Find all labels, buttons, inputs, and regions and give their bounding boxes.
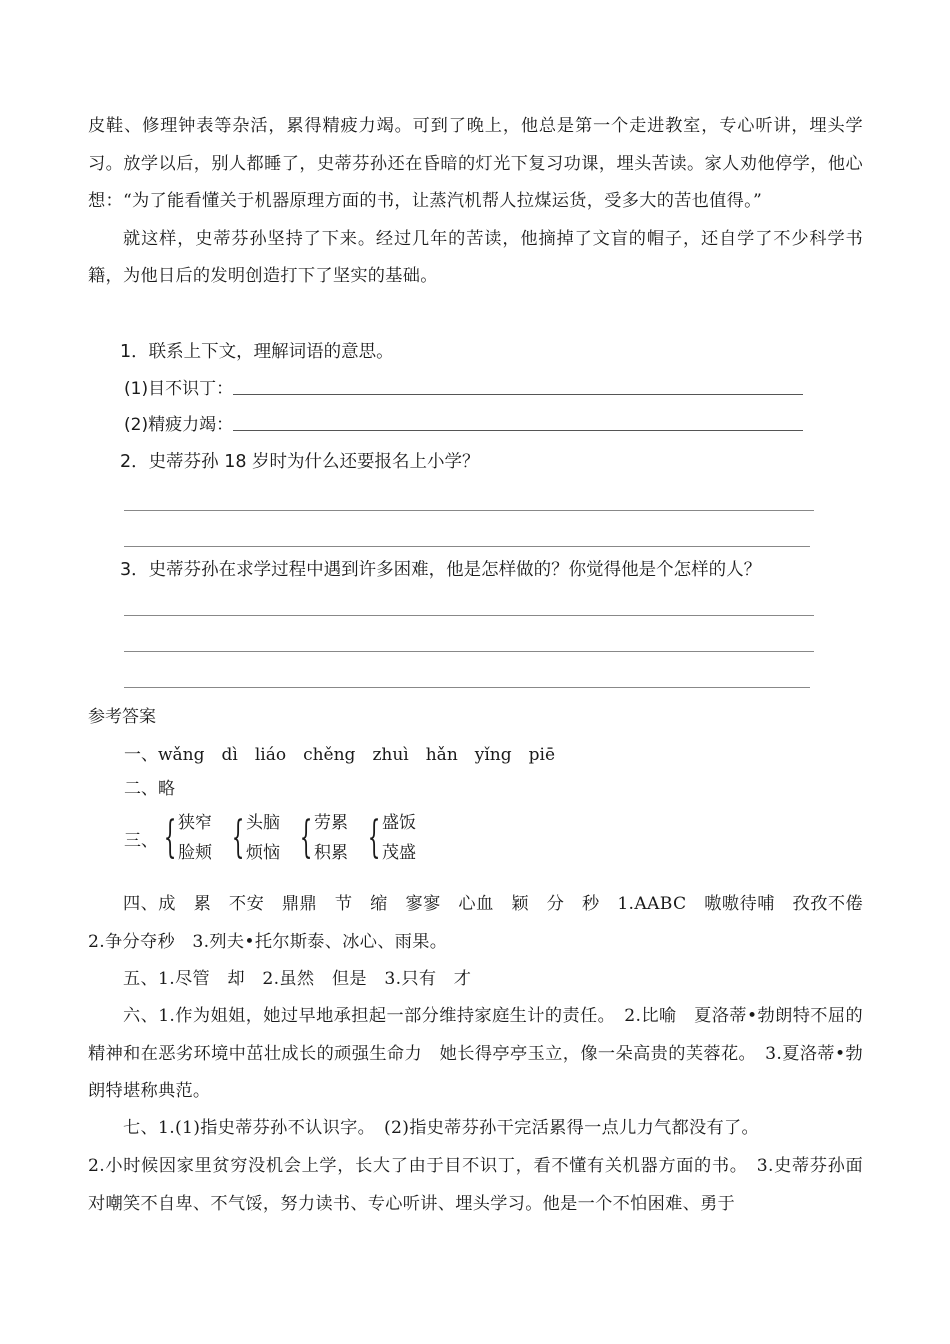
word-bottom: 烦恼: [246, 843, 280, 863]
word-bottom: 茂盛: [382, 843, 416, 863]
question-1b-label: (2)精疲力竭：: [124, 415, 234, 435]
answer-2: 二、略: [124, 779, 175, 799]
word-top: 劳累: [314, 813, 348, 833]
answer-3-group-4: [360, 808, 416, 868]
answer-7: 七、1.(1)指史蒂芬孙不认识字。 (2)指史蒂芬孙干完活累得一点儿力气都没有了。: [123, 1118, 759, 1138]
answer-key-title: 参考答案: [88, 707, 156, 727]
answer-line-2a[interactable]: [124, 510, 814, 511]
brace-glyph: {: [367, 812, 381, 863]
word-top: 盛饭: [382, 813, 416, 833]
answer-3-group-2: [224, 808, 280, 868]
question-1a-label: (1)目不识丁：: [124, 379, 234, 399]
answer-3-label: 三、: [124, 831, 158, 851]
answer-7-continued: 2.小时候因家里贫穷没机会上学，长大了由于目不识丁，看不懂有关机器方面的书。 3.史蒂芬孙面对嘲笑不自卑、不气馁，努力读书、专心听讲、埋头学习。他是一个不怕困难、勇于: [88, 1156, 863, 1214]
worksheet-page: [88, 108, 881, 1214]
question-1: 1．联系上下文，理解词语的意思。: [120, 342, 394, 362]
passage-paragraph-1: 皮鞋、修理钟表等杂活，累得精疲力竭。可到了晚上，他总是第一个走进教室，专心听讲，埋头学习。放学以后，别人都睡了，史蒂芬孙还在昏暗的灯光下复习功课，埋头苦读。家人劝他停学，他心想：“为了能看懂关于机器原理方面的书，让蒸汽机帮人拉煤运货，受多大的苦也值得。”: [88, 116, 863, 211]
answer-line-1b[interactable]: [233, 429, 803, 431]
brace-glyph: {: [231, 812, 245, 863]
question-3: 3．史蒂芬孙在求学过程中遇到许多困难，他是怎样做的？你觉得他是个怎样的人？: [120, 560, 762, 580]
brace-glyph: {: [163, 812, 177, 863]
answer-line-2b[interactable]: [124, 546, 810, 547]
word-top: 狭窄: [178, 813, 212, 833]
passage-paragraph-2: 就这样，史蒂芬孙坚持了下来。经过几年的苦读，他摘掉了文盲的帽子，还自学了不少科学书籍，为他日后的发明创造打下了坚实的基础。: [88, 228, 863, 286]
question-1a-row: [124, 374, 803, 399]
answer-3-group-3: [292, 808, 348, 868]
question-2: 2．史蒂芬孙 18 岁时为什么还要报名上小学？: [120, 452, 480, 472]
word-bottom: 脸颊: [178, 843, 212, 863]
answer-line-3a[interactable]: [124, 615, 814, 616]
answer-3-group-1: [156, 808, 212, 868]
question-1b-row: [124, 410, 803, 435]
answer-4: 四、成 累 不安 鼎鼎 节 缩 寥寥 心血 颖 分 秒 1.AABC 嗷嗷待哺 孜孜不倦 2.争分夺秒 3.列夫•托尔斯泰、冰心、雨果。: [88, 894, 881, 952]
answer-6: 六、1.作为姐姐，她过早地承担起一部分维持家庭生计的责任。 2.比喻 夏洛蒂•勃朗特不屈的精神和在恶劣环境中茁壮成长的顽强生命力 她长得亭亭玉立，像一朵高贵的芙蓉花。 3.夏洛蒂•勃朗特堪称典范。: [88, 1006, 863, 1101]
answer-line-1a[interactable]: [233, 393, 803, 395]
word-bottom: 积累: [314, 843, 348, 863]
answer-line-3c[interactable]: [124, 687, 810, 688]
word-top: 头脑: [246, 813, 280, 833]
answer-5: 五、1.尽管 却 2.虽然 但是 3.只有 才: [123, 969, 472, 989]
answer-1: 一、wǎng dì liáo chěng zhuì hǎn yǐng piē: [124, 745, 556, 765]
brace-glyph: {: [299, 812, 313, 863]
answer-line-3b[interactable]: [124, 651, 814, 652]
